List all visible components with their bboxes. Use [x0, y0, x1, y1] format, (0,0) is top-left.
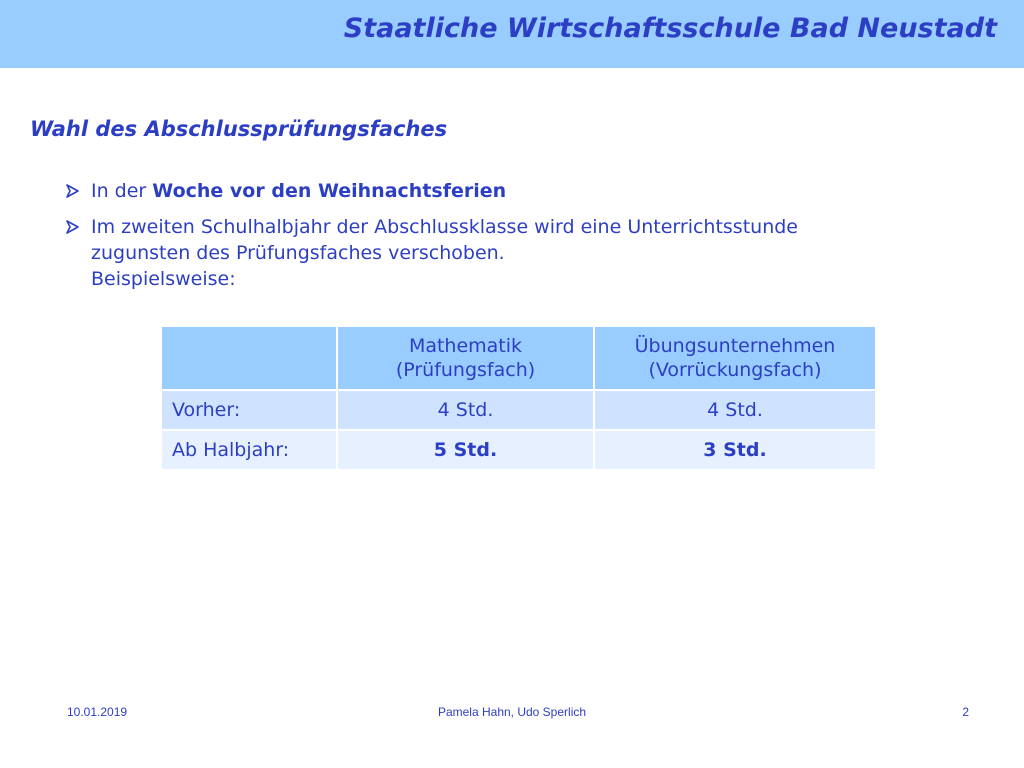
- table-header-cell: [594, 326, 876, 390]
- bullet-text-line: zugunsten des Prüfungsfaches verschoben.: [91, 242, 505, 264]
- bullet-text-line: Beispielsweise:: [91, 268, 236, 290]
- table-row: [161, 430, 876, 470]
- bullet-list: [64, 178, 964, 302]
- header-bar: [0, 0, 1024, 68]
- bullet-item: [64, 214, 964, 292]
- hours-table: [160, 325, 877, 471]
- page-number: 2: [962, 705, 969, 719]
- footer-authors: Pamela Hahn, Udo Sperlich: [437, 705, 587, 719]
- table-header-row: [161, 326, 876, 390]
- math-hours: 4 Std.: [337, 390, 594, 430]
- header-uu-line2: (Vorrückungsfach): [648, 359, 822, 381]
- bullet-text-emphasis: Woche vor den Weihnachtsferien: [152, 180, 507, 202]
- footer-date: 10.01.2019: [67, 705, 128, 719]
- uu-hours: 3 Std.: [594, 430, 876, 470]
- school-title: Staatliche Wirtschaftsschule Bad Neustadt: [343, 13, 997, 44]
- table-header-empty: [161, 326, 337, 390]
- row-label: Vorher:: [161, 390, 337, 430]
- arrow-right-outline-icon: [64, 214, 82, 240]
- table-header-cell: [337, 326, 594, 390]
- arrow-right-outline-icon: [64, 178, 82, 204]
- bullet-text-prefix: In der: [91, 180, 153, 202]
- table-row: [161, 390, 876, 430]
- header-uu-line1: Übungsunternehmen: [634, 335, 836, 357]
- math-hours: 5 Std.: [337, 430, 594, 470]
- bullet-item: [64, 178, 964, 204]
- section-title: Wahl des Abschlussprüfungsfaches: [30, 117, 448, 141]
- row-label: Ab Halbjahr:: [161, 430, 337, 470]
- header-math-line2: (Prüfungsfach): [395, 359, 536, 381]
- header-math-line1: Mathematik: [408, 335, 523, 357]
- uu-hours: 4 Std.: [594, 390, 876, 430]
- bullet-text-line: Im zweiten Schulhalbjahr der Abschlussklasse wird eine Unterrichtsstunde: [91, 216, 798, 238]
